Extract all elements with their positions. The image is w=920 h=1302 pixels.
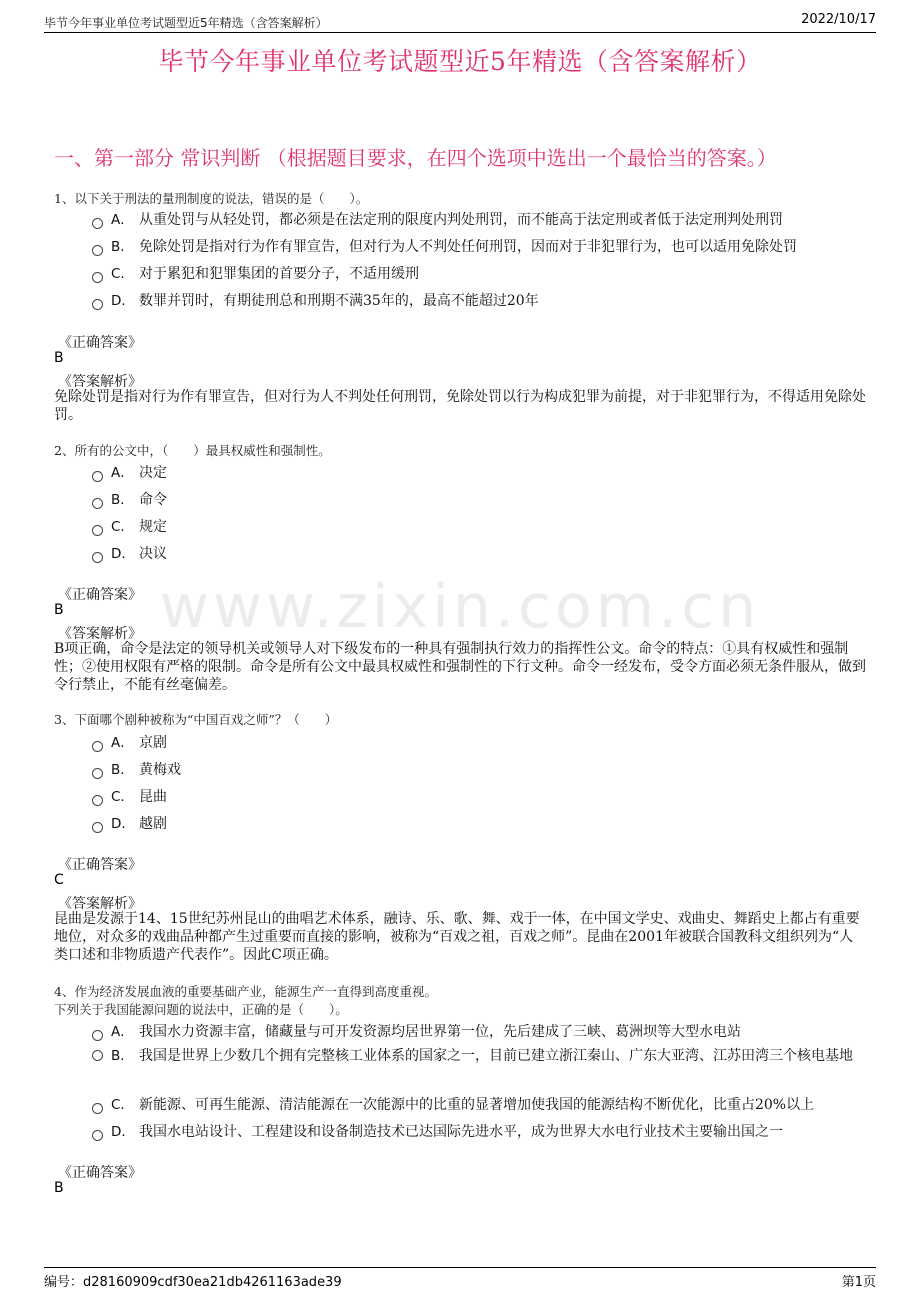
radio-icon[interactable] bbox=[92, 1050, 103, 1061]
radio-icon[interactable] bbox=[92, 822, 103, 833]
document-code: 编号：d28160909cdf30ea21db4261163ade39 bbox=[44, 1275, 342, 1290]
question-stem: 4、作为经济发展血液的重要基础产业，能源生产一直得到高度重视。 bbox=[54, 984, 437, 999]
radio-icon[interactable] bbox=[92, 768, 103, 779]
radio-icon[interactable] bbox=[92, 471, 103, 482]
answer-label: 《正确答案》 bbox=[58, 1165, 142, 1181]
question-stem-line2: 下列关于我国能源问题的说法中，正确的是（ ）。 bbox=[54, 1002, 348, 1017]
radio-icon[interactable] bbox=[92, 552, 103, 563]
answer-label: 《正确答案》 bbox=[58, 335, 142, 351]
option-d[interactable]: D． 决议 bbox=[92, 542, 167, 563]
radio-icon[interactable] bbox=[92, 272, 103, 283]
option-d[interactable]: D． 我国水电站设计、工程建设和设备制造技术已达国际先进水平，成为世界大水电行业技术主要输出国之一 bbox=[92, 1120, 783, 1141]
option-b[interactable]: B． 我国是世界上少数几个拥有完整核工业体系的国家之一，目前已建立浙江秦山、广东大亚湾、江苏田湾三个核电基地 bbox=[92, 1044, 862, 1068]
option-b[interactable]: B． 免除处罚是指对行为作有罪宣告，但对行为人不判处任何刑罚，因而对于非犯罪行为，也可以适用免除处罚 bbox=[92, 235, 797, 256]
correct-answer: B bbox=[54, 1180, 64, 1196]
correct-answer: C bbox=[54, 872, 64, 888]
page-title: 毕节今年事业单位考试题型近5年精选（含答案解析） bbox=[158, 47, 762, 76]
radio-icon[interactable] bbox=[92, 218, 103, 229]
explanation-label: 《答案解析》 bbox=[58, 626, 142, 642]
explanation-text: B项正确，命令是法定的领导机关或领导人对下级发布的一种具有强制执行效力的指挥性公文。命令的特点：①具有权威性和强制性；②使用权限有严格的限制。命令是所有公文中最具权威性和强制性的下行文种。命令一经发布，受令方面必须无条件服从，做到令行禁止，不能有丝毫偏差。 bbox=[54, 641, 866, 693]
option-c[interactable]: C． 规定 bbox=[92, 515, 167, 536]
option-a[interactable]: A． 从重处罚与从轻处罚，都必须是在法定刑的限度内判处刑罚，而不能高于法定刑或者低于法定刑判处刑罚 bbox=[92, 208, 783, 229]
radio-icon[interactable] bbox=[92, 299, 103, 310]
radio-icon[interactable] bbox=[92, 1103, 103, 1114]
explanation-text: 免除处罚是指对行为作有罪宣告，但对行为人不判处任何刑罚，免除处罚以行为构成犯罪为前提，对于非犯罪行为，不得适用免除处罚。 bbox=[54, 389, 866, 423]
radio-icon[interactable] bbox=[92, 245, 103, 256]
header-date: 2022/10/17 bbox=[801, 12, 876, 27]
page-number: 第1页 bbox=[841, 1275, 876, 1290]
radio-icon[interactable] bbox=[92, 498, 103, 509]
page-header bbox=[44, 12, 876, 33]
option-d[interactable]: D． 越剧 bbox=[92, 812, 167, 833]
answer-label: 《正确答案》 bbox=[58, 857, 142, 873]
correct-answer: B bbox=[54, 350, 64, 366]
option-a[interactable]: A． 决定 bbox=[92, 461, 167, 482]
correct-answer: B bbox=[54, 602, 64, 618]
option-a[interactable]: A． 我国水力资源丰富，储藏量与可开发资源均居世界第一位，先后建成了三峡、葛洲坝等大型水电站 bbox=[92, 1020, 741, 1041]
question-stem: 2、所有的公文中，（ ）最具权威性和强制性。 bbox=[54, 443, 331, 458]
question-stem: 1、以下关于刑法的量刑制度的说法，错误的是（ ）。 bbox=[54, 191, 369, 206]
option-c[interactable]: C． 对于累犯和犯罪集团的首要分子，不适用缓刑 bbox=[92, 262, 419, 283]
watermark: www.zixin.com.cn bbox=[159, 572, 761, 642]
option-a[interactable]: A． 京剧 bbox=[92, 731, 167, 752]
radio-icon[interactable] bbox=[92, 1130, 103, 1141]
radio-icon[interactable] bbox=[92, 741, 103, 752]
option-c[interactable]: C． 昆曲 bbox=[92, 785, 167, 806]
option-b[interactable]: B． 黄梅戏 bbox=[92, 758, 181, 779]
radio-icon[interactable] bbox=[92, 525, 103, 536]
question-stem: 3、下面哪个剧种被称为“中国百戏之师”？（ ） bbox=[54, 712, 338, 727]
explanation-label: 《答案解析》 bbox=[58, 374, 142, 390]
page-footer bbox=[44, 1267, 876, 1288]
header-doc-title: 毕节今年事业单位考试题型近5年精选（含答案解析） bbox=[44, 16, 328, 30]
explanation-label: 《答案解析》 bbox=[58, 896, 142, 912]
option-c[interactable]: C． 新能源、可再生能源、清洁能源在一次能源中的比重的显著增加使我国的能源结构不断优化，比重占20%以上 bbox=[92, 1093, 814, 1114]
option-d[interactable]: D． 数罪并罚时，有期徒刑总和刑期不满35年的，最高不能超过20年 bbox=[92, 289, 539, 310]
explanation-text: 昆曲是发源于14、15世纪苏州昆山的曲唱艺术体系，融诗、乐、歌、舞、戏于一体，在中国文学史、戏曲史、舞蹈史上都占有重要地位，对众多的戏曲品种都产生过重要而直接的影响，被称为“百戏之祖，百戏之师”。昆曲在2001年被联合国教科文组织列为“人类口述和非物质遗产代表作”。因此C项正确。 bbox=[54, 911, 860, 963]
answer-label: 《正确答案》 bbox=[58, 587, 142, 603]
option-b[interactable]: B． 命令 bbox=[92, 488, 167, 509]
radio-icon[interactable] bbox=[92, 795, 103, 806]
section-heading: 一、第一部分 常识判断 （根据题目要求，在四个选项中选出一个最恰当的答案。） bbox=[54, 146, 777, 170]
radio-icon[interactable] bbox=[92, 1030, 103, 1041]
